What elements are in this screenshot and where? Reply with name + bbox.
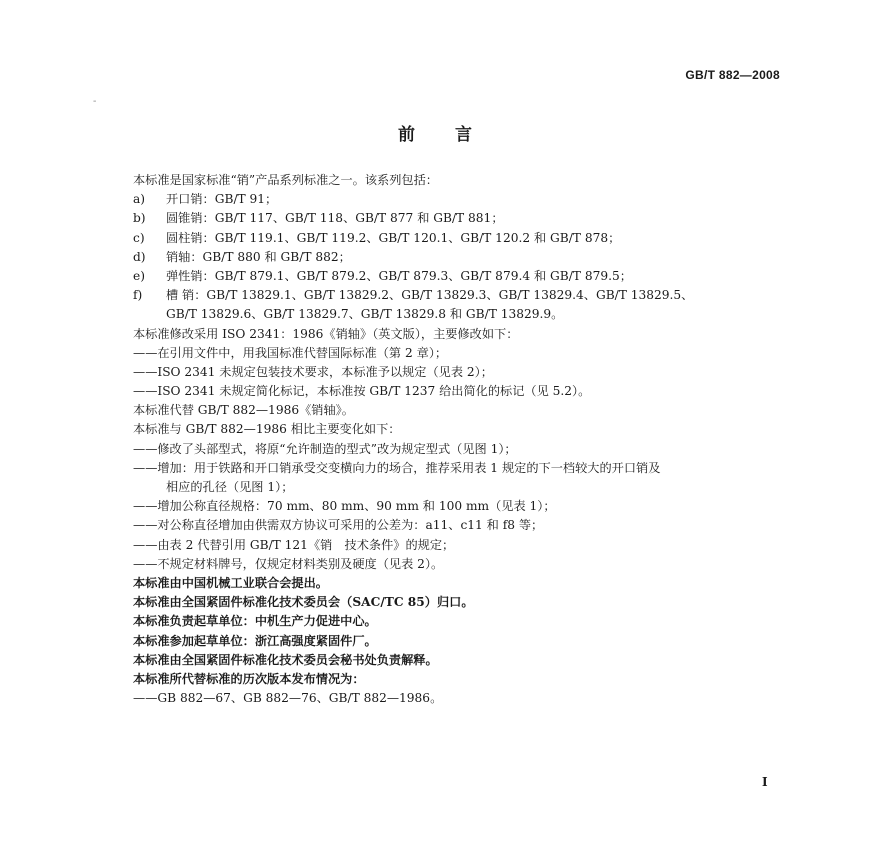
paragraph-line: 本标准所代替标准的历次版本发布情况为： (133, 671, 365, 686)
list-item-text: 销轴：GB/T 880 和 GB/T 882； (166, 249, 351, 264)
paragraph-line: ——修改了头部型式，将原“允许制造的型式”改为规定型式（见图 1）； (133, 441, 517, 456)
list-item (133, 229, 793, 248)
paragraph-line: 本标准负责起草单位：中机生产力促进中心。 (133, 614, 377, 629)
list-item-text: 槽 销：GB/T 13829.1、GB/T 13829.2、GB/T 13829.3、GB/T 13829.4、GB/T 13829.5、 (166, 288, 694, 303)
page-title: 前言 (398, 125, 512, 145)
list-marker: a) (133, 192, 146, 207)
list-item-text: 开口销：GB/T 91； (166, 192, 278, 207)
page-number: I (762, 775, 768, 789)
paragraph-line: ——增加：用于铁路和开口销承受交变横向力的场合，推荐采用表 1 规定的下一档较大的开口销及 (133, 460, 661, 475)
paragraph-line: ——在引用文件中，用我国标准代替国际标准（第 2 章）； (133, 345, 448, 360)
paragraph-line: 本标准代替 GB/T 882—1986《销轴》。 (133, 403, 354, 418)
paragraph-line: 本标准与 GB/T 882—1986 相比主要变化如下： (133, 422, 401, 437)
dash-item-continuation: 相应的孔径（见图 1）； (166, 480, 294, 494)
paragraph-line: 本标准修改采用 ISO 2341：1986《销轴》（英文版），主要修改如下： (133, 326, 519, 341)
paragraph-line: ——GB 882—67、GB 882—76、GB/T 882—1986。 (133, 691, 443, 706)
list-marker: c) (133, 230, 145, 245)
list-item (133, 248, 793, 267)
list-marker: d) (133, 249, 146, 264)
paragraph-line: ——ISO 2341 未规定简化标记，本标准按 GB/T 1237 给出简化的标记（见 5.2）。 (133, 384, 591, 399)
foreword-body (133, 171, 793, 708)
list-item-text: 圆柱销：GB/T 119.1、GB/T 119.2、GB/T 120.1、GB/T 120.2 和 GB/T 878； (166, 230, 621, 245)
list-marker: b) (133, 211, 146, 226)
paragraph-line: 本标准由全国紧固件标准化技术委员会秘书处负责解释。 (133, 652, 438, 667)
list-item-text: 圆锥销：GB/T 117、GB/T 118、GB/T 877 和 GB/T 881； (166, 211, 504, 226)
paragraph-line: 本标准是国家标准“销”产品系列标准之一。该系列包括： (133, 173, 438, 187)
list-marker: e) (133, 268, 145, 283)
paragraph-line: ——对公称直径增加由供需双方协议可采用的公差为：a11、c11 和 f8 等； (133, 518, 544, 533)
paragraph-line: ——增加公称直径规格：70 mm、80 mm、90 mm 和 100 mm（见表 1）； (133, 499, 556, 514)
corner-mark: - (93, 96, 97, 107)
standard-number: GB/T 882—2008 (685, 68, 780, 82)
list-item-continuation: GB/T 13829.6、GB/T 13829.7、GB/T 13829.8 和 GB/T 13829.9。 (166, 307, 564, 322)
paragraph-line: ——由表 2 代替引用 GB/T 121《销 技术条件》的规定； (133, 537, 455, 552)
paragraph-line: ——不规定材料牌号，仅规定材料类别及硬度（见表 2）。 (133, 556, 444, 571)
paragraph-line: 本标准由全国紧固件标准化技术委员会（SAC/TC 85）归口。 (133, 595, 474, 610)
list-item (133, 286, 793, 305)
list-item (133, 209, 793, 228)
paragraph-line: ——ISO 2341 未规定包装技术要求，本标准予以规定（见表 2）； (133, 364, 493, 379)
list-marker: f) (133, 288, 143, 303)
list-item-text: 弹性销：GB/T 879.1、GB/T 879.2、GB/T 879.3、GB/T 879.4 和 GB/T 879.5； (166, 268, 632, 283)
list-item (133, 190, 793, 209)
paragraph-line: 本标准参加起草单位：浙江高强度紧固件厂。 (133, 633, 377, 648)
paragraph-line: 本标准由中国机械工业联合会提出。 (133, 575, 328, 590)
list-item (133, 267, 793, 286)
